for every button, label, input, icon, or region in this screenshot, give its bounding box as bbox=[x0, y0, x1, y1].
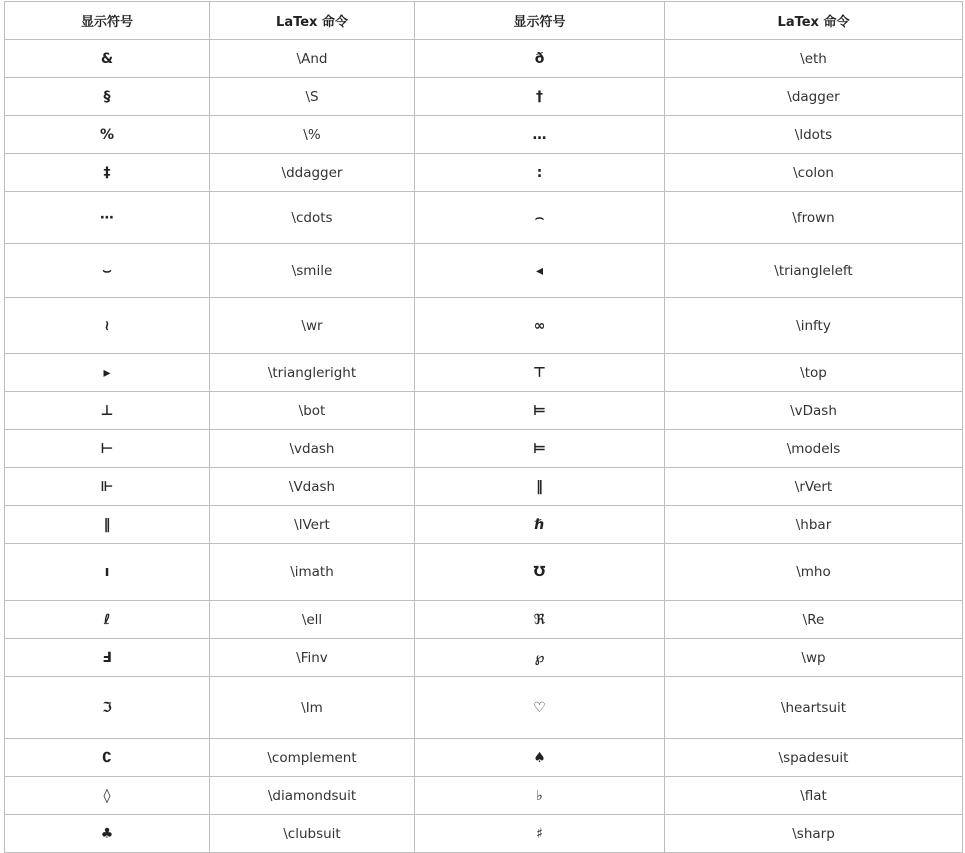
symbol-cell: Ⅎ bbox=[5, 639, 210, 677]
header-symbol-2: 显示符号 bbox=[415, 2, 665, 40]
symbol-cell: ‡ bbox=[5, 154, 210, 192]
table-row bbox=[5, 78, 963, 116]
command-cell: \hbar bbox=[665, 506, 963, 544]
command-cell: \cdots bbox=[210, 192, 415, 244]
symbol-cell: ⊨ bbox=[415, 392, 665, 430]
command-cell: \Im bbox=[210, 677, 415, 739]
symbol-cell: ‖ bbox=[5, 506, 210, 544]
symbol-cell: ⊤ bbox=[415, 354, 665, 392]
symbol-cell: † bbox=[415, 78, 665, 116]
command-cell: \infty bbox=[665, 298, 963, 354]
latex-symbol-table bbox=[4, 1, 963, 853]
command-cell: \ldots bbox=[665, 116, 963, 154]
command-cell: \colon bbox=[665, 154, 963, 192]
symbol-cell: § bbox=[5, 78, 210, 116]
symbol-cell: ♡ bbox=[415, 677, 665, 739]
symbol-cell: ⊥ bbox=[5, 392, 210, 430]
command-cell: \heartsuit bbox=[665, 677, 963, 739]
command-cell: \bot bbox=[210, 392, 415, 430]
command-cell: \eth bbox=[665, 40, 963, 78]
command-cell: \wp bbox=[665, 639, 963, 677]
table-row bbox=[5, 639, 963, 677]
symbol-cell: ♯ bbox=[415, 815, 665, 853]
command-cell: \top bbox=[665, 354, 963, 392]
command-cell: \models bbox=[665, 430, 963, 468]
table-row bbox=[5, 739, 963, 777]
table-row bbox=[5, 506, 963, 544]
symbol-cell: % bbox=[5, 116, 210, 154]
symbol-cell: ⊢ bbox=[5, 430, 210, 468]
table-row bbox=[5, 154, 963, 192]
command-cell: \And bbox=[210, 40, 415, 78]
symbol-cell: ℜ bbox=[415, 601, 665, 639]
command-cell: \vdash bbox=[210, 430, 415, 468]
header-row bbox=[5, 2, 963, 40]
symbol-cell: : bbox=[415, 154, 665, 192]
table-row bbox=[5, 192, 963, 244]
symbol-cell: … bbox=[415, 116, 665, 154]
command-cell: \Finv bbox=[210, 639, 415, 677]
table-row bbox=[5, 544, 963, 601]
table-row bbox=[5, 354, 963, 392]
command-cell: \spadesuit bbox=[665, 739, 963, 777]
symbol-cell: ∁ bbox=[5, 739, 210, 777]
command-cell: \dagger bbox=[665, 78, 963, 116]
command-cell: \lVert bbox=[210, 506, 415, 544]
command-cell: \vDash bbox=[665, 392, 963, 430]
symbol-cell: ℓ bbox=[5, 601, 210, 639]
command-cell: \ddagger bbox=[210, 154, 415, 192]
symbol-cell: ℧ bbox=[415, 544, 665, 601]
command-cell: \sharp bbox=[665, 815, 963, 853]
command-cell: \S bbox=[210, 78, 415, 116]
table-row bbox=[5, 40, 963, 78]
command-cell: \wr bbox=[210, 298, 415, 354]
symbol-cell: ‖ bbox=[415, 468, 665, 506]
command-cell: \flat bbox=[665, 777, 963, 815]
symbol-cell: ∞ bbox=[415, 298, 665, 354]
command-cell: \ell bbox=[210, 601, 415, 639]
command-cell: \imath bbox=[210, 544, 415, 601]
table-row bbox=[5, 244, 963, 298]
table-row bbox=[5, 777, 963, 815]
command-cell: \% bbox=[210, 116, 415, 154]
table-row bbox=[5, 468, 963, 506]
command-cell: \mho bbox=[665, 544, 963, 601]
symbol-cell: ⋯ bbox=[5, 192, 210, 244]
command-cell: \frown bbox=[665, 192, 963, 244]
symbol-cell: ≀ bbox=[5, 298, 210, 354]
symbol-cell: ð bbox=[415, 40, 665, 78]
command-cell: \rVert bbox=[665, 468, 963, 506]
header-symbol-1: 显示符号 bbox=[5, 2, 210, 40]
symbol-cell: ▸ bbox=[5, 354, 210, 392]
symbol-cell: ℑ bbox=[5, 677, 210, 739]
command-cell: \Vdash bbox=[210, 468, 415, 506]
command-cell: \triangleright bbox=[210, 354, 415, 392]
command-cell: \complement bbox=[210, 739, 415, 777]
table-row bbox=[5, 677, 963, 739]
symbol-cell: ♠ bbox=[415, 739, 665, 777]
table-row bbox=[5, 392, 963, 430]
command-cell: \diamondsuit bbox=[210, 777, 415, 815]
symbol-cell: ⌣ bbox=[5, 244, 210, 298]
command-cell: \triangleleft bbox=[665, 244, 963, 298]
symbol-cell: ı bbox=[5, 544, 210, 601]
symbol-cell: ℏ bbox=[415, 506, 665, 544]
table-row bbox=[5, 430, 963, 468]
table-row bbox=[5, 116, 963, 154]
symbol-cell: ◂ bbox=[415, 244, 665, 298]
symbol-cell: ℘ bbox=[415, 639, 665, 677]
table-row bbox=[5, 601, 963, 639]
header-command-1: LaTex 命令 bbox=[210, 2, 415, 40]
symbol-cell: ⊩ bbox=[5, 468, 210, 506]
command-cell: \Re bbox=[665, 601, 963, 639]
symbol-cell: & bbox=[5, 40, 210, 78]
symbol-cell: ♣ bbox=[5, 815, 210, 853]
table-body bbox=[5, 40, 963, 853]
command-cell: \clubsuit bbox=[210, 815, 415, 853]
table-row bbox=[5, 815, 963, 853]
table-row bbox=[5, 298, 963, 354]
symbol-cell: ◊ bbox=[5, 777, 210, 815]
header-command-2: LaTex 命令 bbox=[665, 2, 963, 40]
command-cell: \smile bbox=[210, 244, 415, 298]
symbol-cell: ♭ bbox=[415, 777, 665, 815]
symbol-cell: ⌢ bbox=[415, 192, 665, 244]
symbol-cell: ⊨ bbox=[415, 430, 665, 468]
